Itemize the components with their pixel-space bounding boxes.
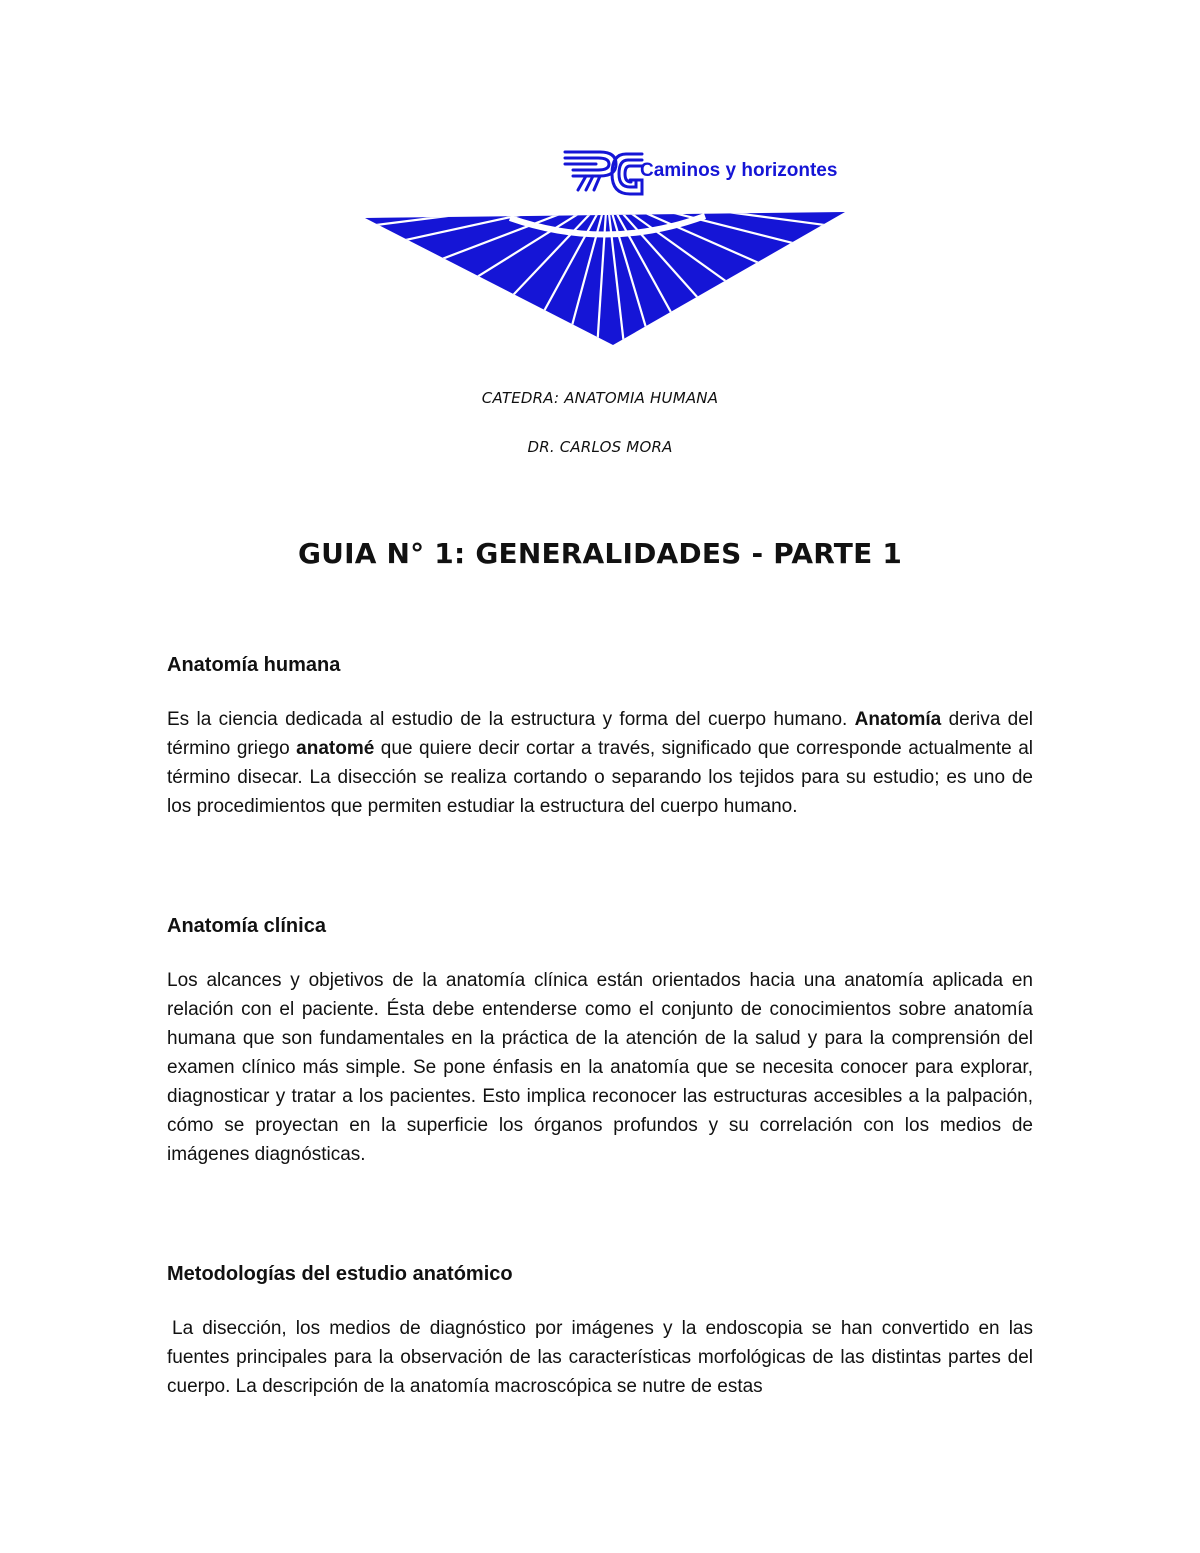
section-heading: Anatomía clínica: [167, 915, 326, 937]
paragraph-text: Es la ciencia dedicada al estudio de la estructura y forma del cuerpo humano.: [167, 709, 855, 730]
section-paragraph: Los alcances y objetivos de la anatomía clínica están orientados hacia una anatomía aplicada en relación con el paciente. Ésta debe entenderse como el conjunto de conocimientos sobre anatomía humana que son fundamentales en la práctica de la atención de la salud y para la comprensión del examen clínico más simple. Se pone énfasis en la anatomía que se necesita conocer para explorar, diagnosticar y tratar a los pacientes. Esto implica reconocer las estructuras accesibles a la palpación, cómo se proyectan en la superficie los órganos profundos y su correlación con los medios de imágenes diagnósticas.: [167, 970, 1033, 1165]
paragraph-text: que quiere decir cortar a través, significado que corresponde actualmente al término disecar. La disección se realiza cortando o separando los tejidos para su estudio; es uno de los procedimientos que permiten estudiar la estructura del cuerpo humano.: [167, 738, 1033, 817]
section-anatomia-clinica: [167, 912, 1033, 1169]
section-paragraph: La disección, los medios de diagnóstico por imágenes y la endoscopia se han convertido en las fuentes principales para la observación de las características morfológicas de las distintas partes del cuerpo. La descripción de la anatomía macroscópica se nutre de estas: [167, 1318, 1033, 1397]
paragraph-text: deriva del término griego: [167, 709, 1033, 759]
document-title: GUIA N° 1: GENERALIDADES - PARTE 1: [297, 537, 903, 570]
section-heading: Anatomía humana: [167, 654, 341, 676]
section-heading: Metodologías del estudio anatómico: [167, 1263, 513, 1285]
section-anatomia-humana: [167, 651, 1033, 821]
section-metodologias: [167, 1260, 1033, 1401]
paragraph-bold-term: Anatomía: [854, 709, 942, 730]
paragraph-bold-term: anatomé: [296, 738, 375, 759]
catedra-line: CATEDRA: ANATOMIA HUMANA: [481, 389, 719, 407]
section-paragraph: [167, 705, 1033, 821]
logo-brand-text: Caminos y horizontes: [640, 160, 838, 181]
doctor-line: DR. CARLOS MORA: [527, 438, 673, 456]
